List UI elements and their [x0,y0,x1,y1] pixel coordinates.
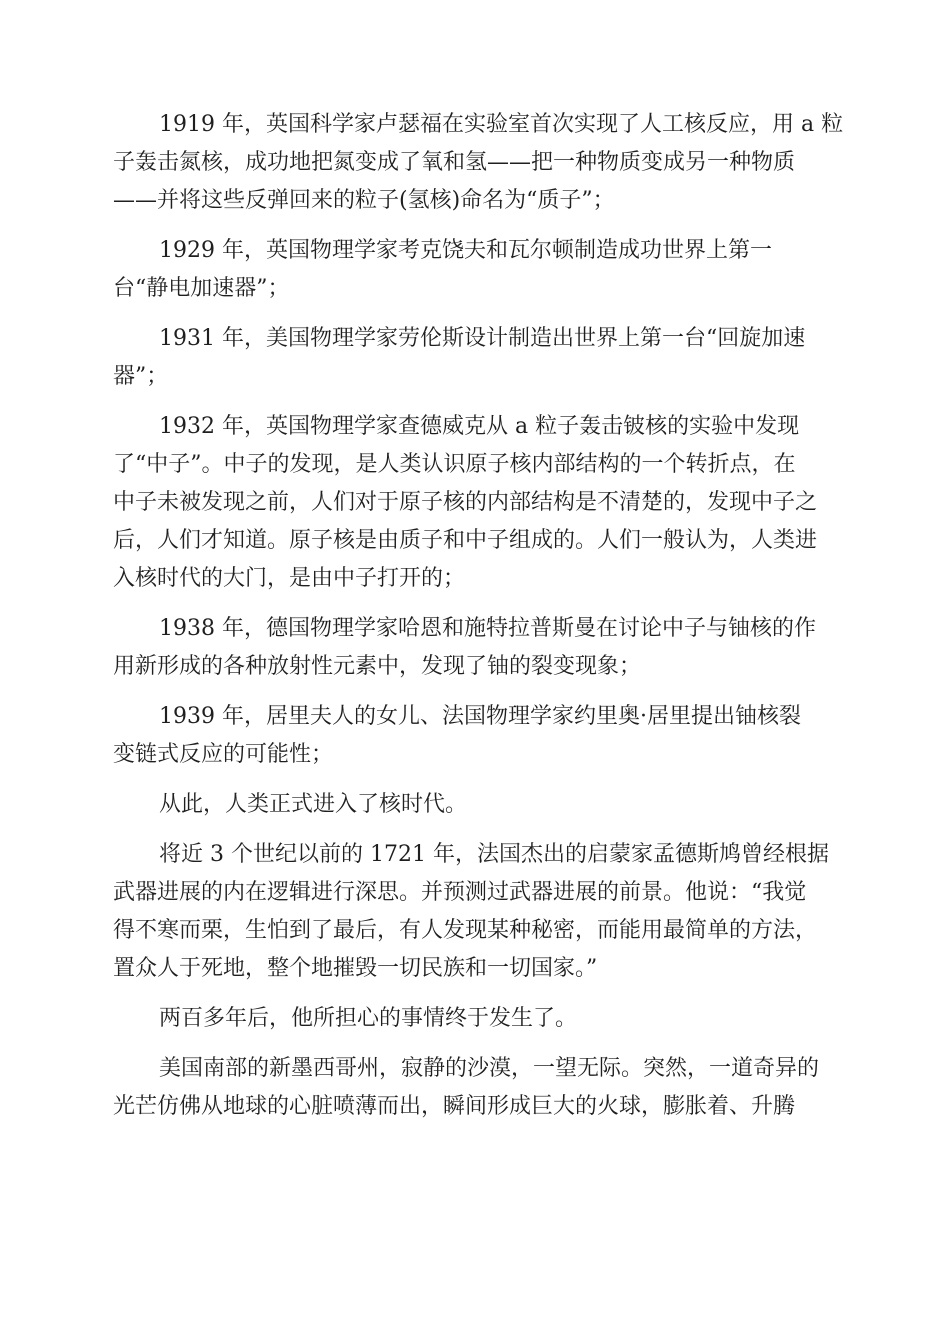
text-line: 1932 年，英国物理学家查德威克从 a 粒子轰击铍核的实验中发现 [159,414,800,439]
text-line: 子轰击氮核，成功地把氮变成了氧和氢——把一种物质变成另一种物质 [113,150,796,175]
text-line: 入核时代的大门，是由中子打开的； [113,566,466,591]
text-line: 置众人于死地，整个地摧毁一切民族和一切国家。” [113,956,598,981]
text-line: 从此，人类正式进入了核时代。 [159,792,468,817]
paragraph [113,1050,841,1126]
text-line: 台“静电加速器”； [113,276,290,301]
text-line: 中子未被发现之前，人们对于原子核的内部结构是不清楚的，发现中子之 [113,490,818,515]
paragraph [113,836,841,988]
text-line: 1919 年，英国科学家卢瑟福在实验室首次实现了人工核反应，用 a 粒 [159,112,844,137]
paragraph [113,320,841,396]
text-line: 1938 年，德国物理学家哈恩和施特拉普斯曼在讨论中子与铀核的作 [159,616,816,641]
document-body [113,106,844,1138]
paragraph [113,610,841,686]
text-line: 了“中子”。中子的发现，是人类认识原子核内部结构的一个转折点，在 [113,452,796,477]
paragraph [113,106,844,220]
text-line: 将近 3 个世纪以前的 1721 年，法国杰出的启蒙家孟德斯鸠曾经根据 [159,842,829,867]
paragraph [113,786,841,824]
text-line: 美国南部的新墨西哥州，寂静的沙漠，一望无际。突然，一道奇异的 [159,1056,820,1081]
text-line: 变链式反应的可能性； [113,742,334,767]
text-line: 器”； [113,364,169,389]
paragraph [113,1000,841,1038]
text-line: 两百多年后，他所担心的事情终于发生了。 [159,1006,578,1031]
text-line: 1929 年，英国物理学家考克饶夫和瓦尔顿制造成功世界上第一 [159,238,772,263]
text-line: 用新形成的各种放射性元素中，发现了铀的裂变现象； [113,654,642,679]
paragraph [113,698,841,774]
text-line: 1931 年，美国物理学家劳伦斯设计制造出世界上第一台“回旋加速 [159,326,806,351]
paragraph [113,232,841,308]
paragraph [113,408,841,598]
text-line: 1939 年，居里夫人的女儿、法国物理学家约里奥·居里提出铀核裂 [159,704,801,729]
text-line: 光芒仿佛从地球的心脏喷薄而出，瞬间形成巨大的火球，膨胀着、升腾 [113,1094,796,1119]
text-line: 得不寒而栗，生怕到了最后，有人发现某种秘密，而能用最简单的方法， [113,918,818,943]
text-line: 后，人们才知道。原子核是由质子和中子组成的。人们一般认为，人类进 [113,528,818,553]
text-line: ——并将这些反弹回来的粒子(氢核)命名为“质子”； [113,188,615,213]
text-line: 武器进展的内在逻辑进行深思。并预测过武器进展的前景。他说：“我觉 [113,880,807,905]
